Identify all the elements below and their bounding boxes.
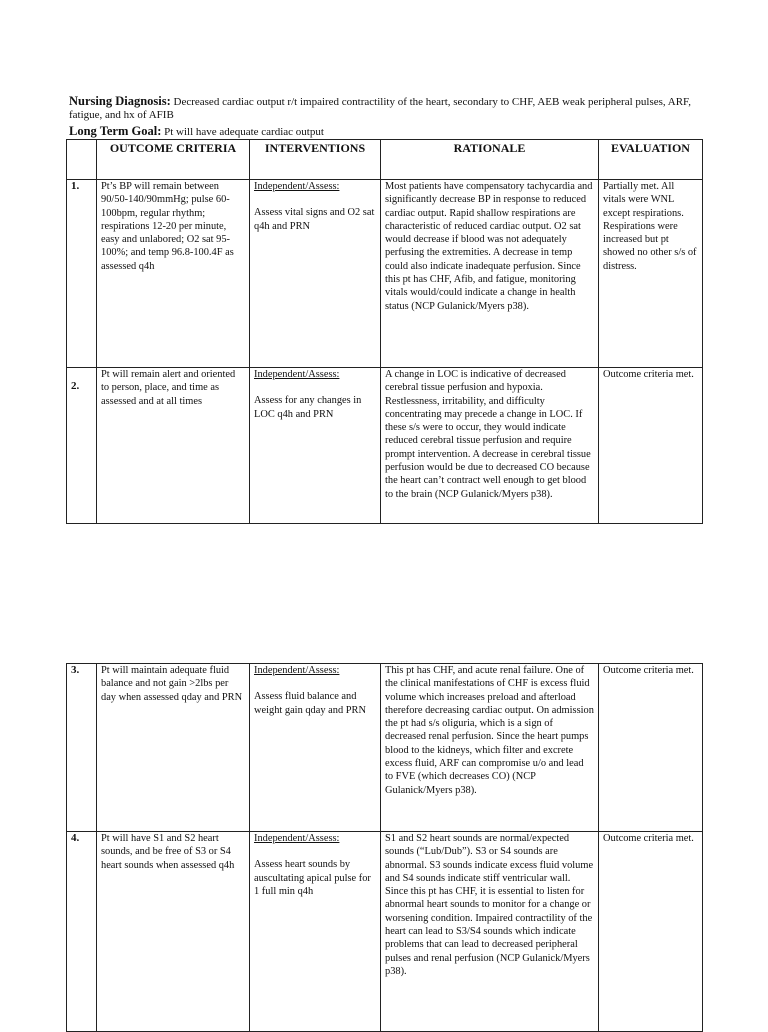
evaluation-cell: Outcome criteria met.: [599, 368, 703, 524]
table-row: [67, 832, 703, 1032]
row-number: 4.: [67, 832, 97, 1032]
outcome-cell: Pt will have S1 and S2 heart sounds, and be free of S3 or S4 heart sounds when assessed q4h: [97, 832, 250, 1032]
col-outcome-header: OUTCOME CRITERIA: [97, 140, 250, 180]
evaluation-cell: Outcome criteria met.: [599, 832, 703, 1032]
outcome-cell: Pt’s BP will remain between 90/50-140/90mmHg; pulse 60-100bpm, regular rhythm; respirations 12-20 per minute, easy and unlabored; O2 sat 95-100%; and temp 96.8-100.4F as assessed q4h: [97, 180, 250, 368]
long-term-goal-text: Pt will have adequate cardiac output: [164, 126, 324, 138]
evaluation-cell: Outcome criteria met.: [599, 664, 703, 832]
row-number: 3.: [67, 664, 97, 832]
outcome-cell: Pt will maintain adequate fluid balance and not gain >2lbs per day when assessed qday and PRN: [97, 664, 250, 832]
rationale-cell: Most patients have compensatory tachycardia and significantly decrease BP in response to reduced cardiac output. Rapid shallow respirations are characteristic of reduced cardiac output. O2 sat would decrease if blood was not adequately perfusing the extremities. A decrease in temp could also indicate inadequate perfusion. Since this pt has CHF, Afib, and fatigue, monitoring vitals would/could indicate a change in health status (NCP Gulanick/Myers p38).: [381, 180, 599, 368]
col-rationale-header: RATIONALE: [381, 140, 599, 180]
interventions-cell: [250, 664, 381, 832]
intervention-label: Independent/Assess:: [254, 181, 340, 192]
col-interventions-header: INTERVENTIONS: [250, 140, 381, 180]
care-plan-table-1: [66, 139, 703, 524]
table-row: [67, 368, 703, 524]
nursing-diagnosis-text: Decreased cardiac output r/t impaired contractility of the heart, secondary to CHF, AEB weak peripheral pulses, ARF, fatigue, and hx of AFIB: [69, 96, 692, 121]
rationale-cell: S1 and S2 heart sounds are normal/expected sounds (“Lub/Dub”). S3 or S4 sounds are abnormal. S3 sounds indicate excess fluid volume and S4 sounds indicate stiff ventricular wall. Since this pt has CHF, it is essential to listen for abnormal heart sounds to monitor for a change or worsening condition. Impaired contractility of the heart can lead to S3/S4 sounds which indicate problems that can lead to decreased peripheral pulses and renal perfusion (NCP Gulanick/Myers p38).: [381, 832, 599, 1032]
intervention-text: Assess fluid balance and weight gain qday and PRN: [254, 691, 366, 716]
long-term-goal: [69, 124, 324, 139]
evaluation-cell: Partially met. All vitals were WNL except respirations. Respirations were increased but pt showed no other s/s of distress.: [599, 180, 703, 368]
intervention-label: Independent/Assess:: [254, 665, 340, 676]
intervention-label: Independent/Assess:: [254, 833, 340, 844]
interventions-cell: [250, 832, 381, 1032]
row-number: 1.: [67, 180, 97, 368]
outcome-cell: Pt will remain alert and oriented to person, place, and time as assessed and at all times: [97, 368, 250, 524]
long-term-goal-label: Long Term Goal:: [69, 124, 162, 138]
nursing-diagnosis: [69, 95, 709, 122]
col-number-header: [67, 140, 97, 180]
rationale-cell: A change in LOC is indicative of decreased cerebral tissue perfusion and hypoxia. Restlessness, irritability, and difficulty concentrating may precede a change in LOC. If these s/s were to occur, they would indicate reduced cerebral tissue perfusion and require prompt intervention. A decrease in cerebral tissue perfusion would be due to decreased CO because the heart can’t contract well enough to get blood to the brain (NCP Gulanick/Myers p38).: [381, 368, 599, 524]
col-evaluation-header: EVALUATION: [599, 140, 703, 180]
nursing-diagnosis-label: Nursing Diagnosis:: [69, 94, 171, 108]
intervention-text: Assess heart sounds by auscultating apical pulse for 1 full min q4h: [254, 859, 371, 897]
row-number: 2.: [67, 368, 97, 524]
intervention-text: Assess vital signs and O2 sat q4h and PRN: [254, 207, 375, 232]
intervention-text: Assess for any changes in LOC q4h and PRN: [254, 395, 362, 420]
intervention-label: Independent/Assess:: [254, 369, 340, 380]
care-plan-table-2: [66, 663, 703, 1032]
table-row: [67, 664, 703, 832]
table-row: [67, 180, 703, 368]
interventions-cell: [250, 368, 381, 524]
interventions-cell: [250, 180, 381, 368]
rationale-cell: This pt has CHF, and acute renal failure. One of the clinical manifestations of CHF is excess fluid volume which increases preload and afterload therefore decreasing cardiac output. On admission the pt had s/s oliguria, which is a sign of decreased renal perfusion. Since the heart pumps blood to the kidneys, which filter and excrete excess fluid, ARF can compromise u/o and lead to FVE (which decreases CO) (NCP Gulanick/Myers p38).: [381, 664, 599, 832]
